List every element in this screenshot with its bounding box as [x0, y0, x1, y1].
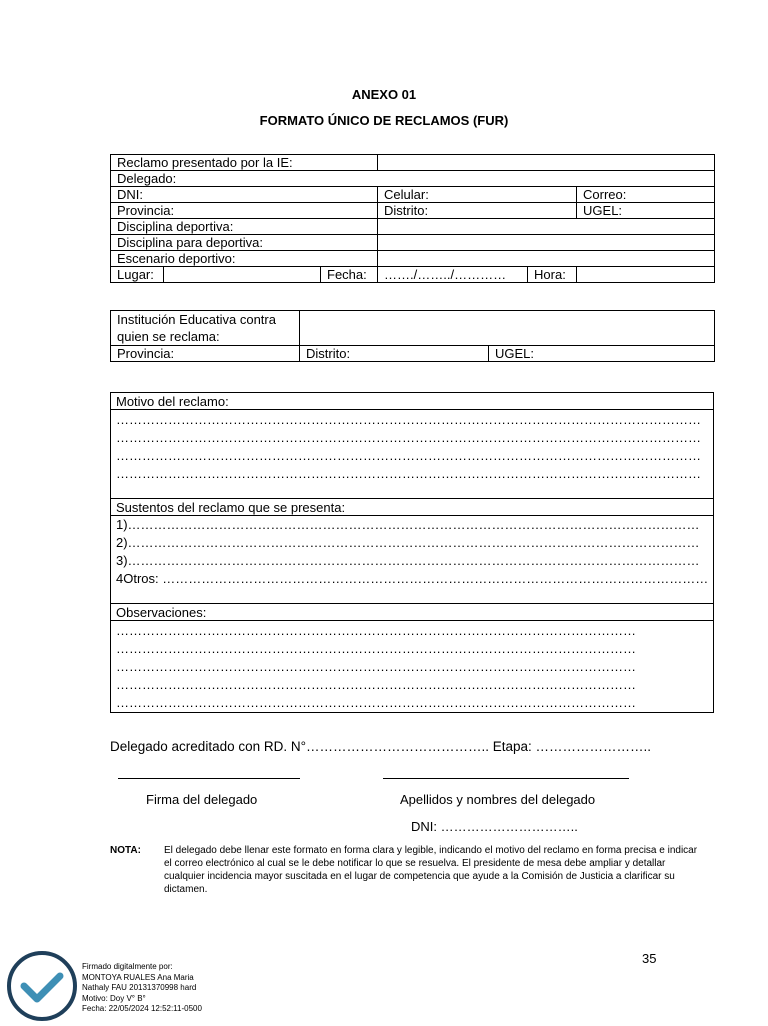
page-number: 35 — [642, 951, 657, 966]
dni-delegado-label: DNI: ………………………….. — [411, 819, 578, 834]
label-fecha: Fecha: — [321, 267, 378, 283]
label-dni: DNI: — [111, 187, 378, 203]
sustentos-line: 1)…………………………………………………………………………………………………………………… — [116, 517, 700, 532]
field-lugar[interactable] — [164, 267, 321, 283]
observaciones-header: Observaciones: — [111, 604, 713, 621]
nota-text: El delegado debe llenar este formato en forma clara y legible, indicando el motivo del reclamo en forma precisa e indicar el correo electrónico al cual se le debe notificar lo que se resuelva. El presidente de mesa debe ampliar y detallar cualquier incidencia mayor suscitada en el lugar de competencia que ayude a la Comisión de Justicia a clarificar su dictamen. — [164, 845, 698, 895]
field-fecha[interactable]: ……./……../………… — [378, 267, 528, 283]
motivo-line: ……………………………………………………………………………………………………………………… — [116, 412, 701, 427]
label-provincia: Provincia: — [111, 203, 378, 219]
sustentos-section[interactable] — [111, 516, 713, 604]
motivo-line: ……………………………………………………………………………………………………………………… — [116, 448, 701, 463]
label-distrito-2: Distrito: — [300, 346, 489, 362]
signature-line: Firmado digitalmente por: — [82, 962, 173, 971]
signature-line: Nathaly FAU 20131370998 hard — [82, 983, 197, 992]
respondent-table — [110, 310, 715, 362]
field-hora[interactable] — [577, 267, 715, 283]
label-reclamo-ie: Reclamo presentado por la IE: — [111, 155, 378, 171]
table-row — [111, 235, 715, 251]
table-row — [111, 155, 715, 171]
label-disciplina-deportiva: Disciplina deportiva: — [111, 219, 378, 235]
apellidos-label: Apellidos y nombres del delegado — [400, 792, 596, 807]
label-distrito: Distrito: — [378, 203, 577, 219]
motivo-header: Motivo del reclamo: — [111, 393, 713, 410]
observaciones-line: ………………………………………………………………………………………………………… — [116, 659, 636, 674]
label-provincia-2: Provincia: — [111, 346, 300, 362]
observaciones-line: ………………………………………………………………………………………………………… — [116, 677, 636, 692]
nota-label: NOTA: — [110, 845, 141, 856]
sustentos-header: Sustentos del reclamo que se presenta: — [111, 499, 713, 516]
table-row — [111, 203, 715, 219]
label-correo: Correo: — [577, 187, 715, 203]
label-escenario: Escenario deportivo: — [111, 251, 378, 267]
label-delegado: Delegado: — [111, 171, 715, 187]
apellidos-signature-line — [383, 778, 629, 779]
signature-metadata — [82, 962, 202, 1015]
delegado-rd-line: Delegado acreditado con RD. N°………………………………….. Etapa: …………………….. — [110, 739, 652, 754]
table-row — [111, 171, 715, 187]
label-ugel: UGEL: — [577, 203, 715, 219]
table-row — [111, 267, 715, 283]
field-disciplina-para[interactable] — [378, 235, 715, 251]
label-celular: Celular: — [378, 187, 577, 203]
field-ie-contra[interactable] — [300, 311, 715, 346]
label-lugar: Lugar: — [111, 267, 164, 283]
label-ugel-2: UGEL: — [489, 346, 715, 362]
claim-info-table — [110, 154, 715, 283]
motivo-line: ……………………………………………………………………………………………………………………… — [116, 430, 701, 445]
firma-label: Firma del delegado — [146, 792, 258, 807]
table-row — [111, 311, 715, 346]
label-disciplina-para: Disciplina para deportiva: — [111, 235, 378, 251]
sustentos-line: 4Otros: ……………………………………………………………………………………………………………… — [116, 571, 709, 586]
field-disciplina-deportiva[interactable] — [378, 219, 715, 235]
motivo-section[interactable] — [111, 410, 713, 499]
label-hora: Hora: — [528, 267, 577, 283]
observaciones-line: ………………………………………………………………………………………………………… — [116, 641, 636, 656]
label-ie-contra: Institución Educativa contra quien se reclama: — [111, 311, 300, 346]
check-circle-icon — [2, 946, 82, 1026]
table-row — [111, 251, 715, 267]
annex-title: ANEXO 01 — [351, 87, 417, 102]
sustentos-line: 3)…………………………………………………………………………………………………………………… — [116, 553, 700, 568]
observaciones-line: ………………………………………………………………………………………………………… — [116, 695, 636, 710]
field-reclamo-ie[interactable] — [378, 155, 715, 171]
motivo-line: ……………………………………………………………………………………………………………………… — [116, 466, 701, 481]
signature-line: MONTOYA RUALES Ana Maria — [82, 972, 194, 982]
sustentos-line: 2)…………………………………………………………………………………………………………………… — [116, 535, 700, 550]
observaciones-section[interactable] — [111, 621, 713, 712]
form-title: FORMATO ÚNICO DE RECLAMOS (FUR) — [259, 113, 509, 128]
firma-signature-line — [118, 778, 300, 779]
observaciones-line: ………………………………………………………………………………………………………… — [116, 623, 636, 638]
table-row — [111, 187, 715, 203]
table-row — [111, 346, 715, 362]
table-row — [111, 219, 715, 235]
field-escenario[interactable] — [378, 251, 715, 267]
signature-line: Motivo: Doy V° B° — [82, 993, 146, 1003]
signature-line: Fecha: 22/05/2024 12:52:11-0500 — [82, 1004, 202, 1013]
claim-details-box — [110, 392, 714, 713]
